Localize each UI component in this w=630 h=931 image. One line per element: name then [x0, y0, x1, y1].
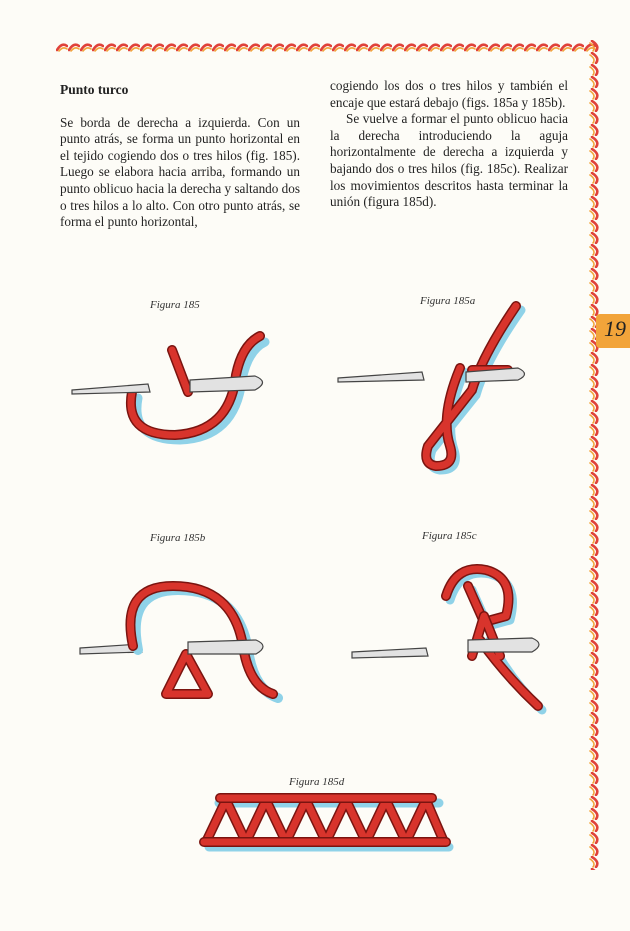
decorative-border-top [56, 40, 596, 54]
stitch-illustration-185b [78, 570, 318, 720]
paragraph-right-1: cogiendo los dos o tres hilos y también el encaje que estará debajo (figs. 185a y 185b). [330, 78, 568, 110]
text-column-right [330, 78, 568, 211]
paragraph-right-2: Se vuelve a formar el punto oblicuo hacia la derecha introduciendo la aguja horizontalmente de derecha a izquierda y bajando dos o tres hilos (fig. 185c). Realizar los movimientos descritos hasta terminar la unión (figura 185d). [330, 111, 568, 210]
stitch-illustration-185a [336, 300, 536, 480]
caption-figura-185: Figura 185 [150, 299, 200, 311]
stitch-illustration-185d [196, 786, 456, 856]
text-column-left [60, 82, 300, 231]
caption-figura-185a: Figura 185a [420, 295, 476, 307]
paragraph-left: Se borda de derecha a izquierda. Con un punto atrás, se forma un punto horizontal en el tejido cogiendo dos o tres hilos (fig. 185). Luego se elabora hacia arriba, formando un punto oblicuo hacia la derecha y saltando dos o tres hilos a lo alto. Con otro punto atrás, se forma el punto horizontal, [60, 114, 300, 230]
stitch-illustration-185 [60, 320, 300, 460]
decorative-border-right [584, 40, 610, 870]
stitch-illustration-185c [350, 560, 560, 730]
section-heading: Punto turco [60, 82, 129, 97]
caption-figura-185b: Figura 185b [150, 532, 206, 544]
caption-figura-185d: Figura 185d [289, 776, 345, 788]
caption-figura-185c: Figura 185c [422, 530, 477, 542]
page-number: 19 [604, 316, 626, 341]
